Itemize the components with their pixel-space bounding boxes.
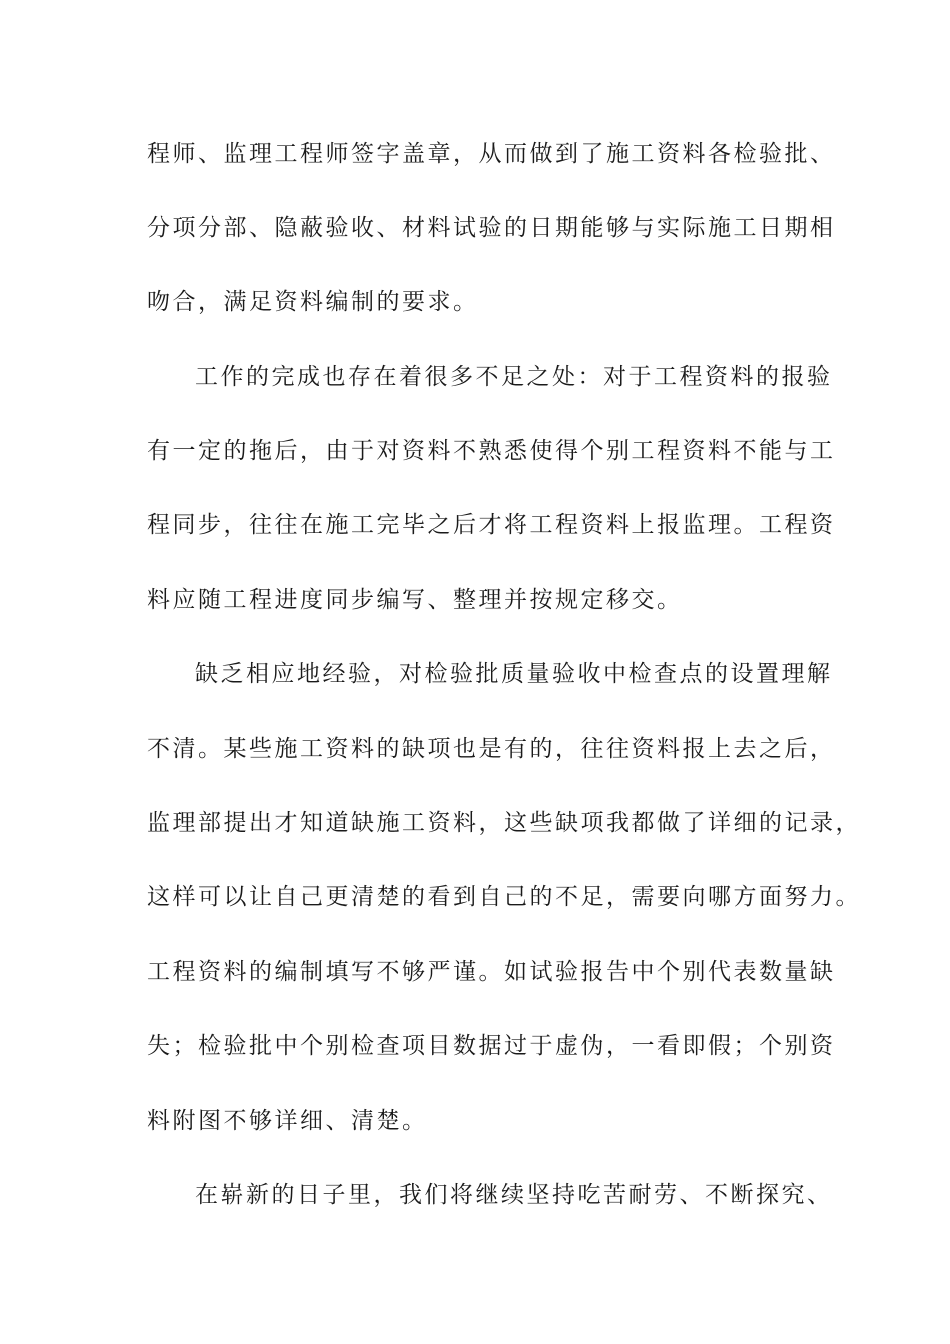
paragraph-3-line-5: 工程资料的编制填写不够严谨。如试验报告中个别代表数量缺 [147, 959, 836, 985]
paragraph-3-line-7: 料附图不够详细、清楚。 [147, 1108, 428, 1134]
paragraph-2-line-1: 工作的完成也存在着很多不足之处：对于工程资料的报验 [195, 364, 833, 390]
paragraph-3-line-6: 失；检验批中个别检查项目数据过于虚伪，一看即假；个别资 [147, 1033, 836, 1059]
paragraph-3-line-3: 监理部提出才知道缺施工资料，这些缺项我都做了详细的记录， [147, 810, 861, 836]
paragraph-2-line-2: 有一定的拖后，由于对资料不熟悉使得个别工程资料不能与工 [147, 438, 836, 464]
text-line-1: 程师、监理工程师签字盖章，从而做到了施工资料各检验批、 [147, 141, 836, 167]
text-line-2: 分项分部、隐蔽验收、材料试验的日期能够与实际施工日期相 [147, 215, 836, 241]
paragraph-4-line-1: 在崭新的日子里，我们将继续坚持吃苦耐劳、不断探究、 [195, 1182, 833, 1208]
paragraph-3-line-2: 不清。某些施工资料的缺项也是有的，往往资料报上去之后， [147, 736, 836, 762]
paragraph-3-line-4: 这样可以让自己更清楚的看到自己的不足，需要向哪方面努力。 [147, 884, 861, 910]
text-line-3: 吻合，满足资料编制的要求。 [147, 289, 479, 315]
paragraph-2-line-3: 程同步，往往在施工完毕之后才将工程资料上报监理。工程资 [147, 512, 836, 538]
paragraph-2-line-4: 料应随工程进度同步编写、整理并按规定移交。 [147, 587, 683, 613]
paragraph-3-line-1: 缺乏相应地经验，对检验批质量验收中检查点的设置理解 [195, 661, 833, 687]
